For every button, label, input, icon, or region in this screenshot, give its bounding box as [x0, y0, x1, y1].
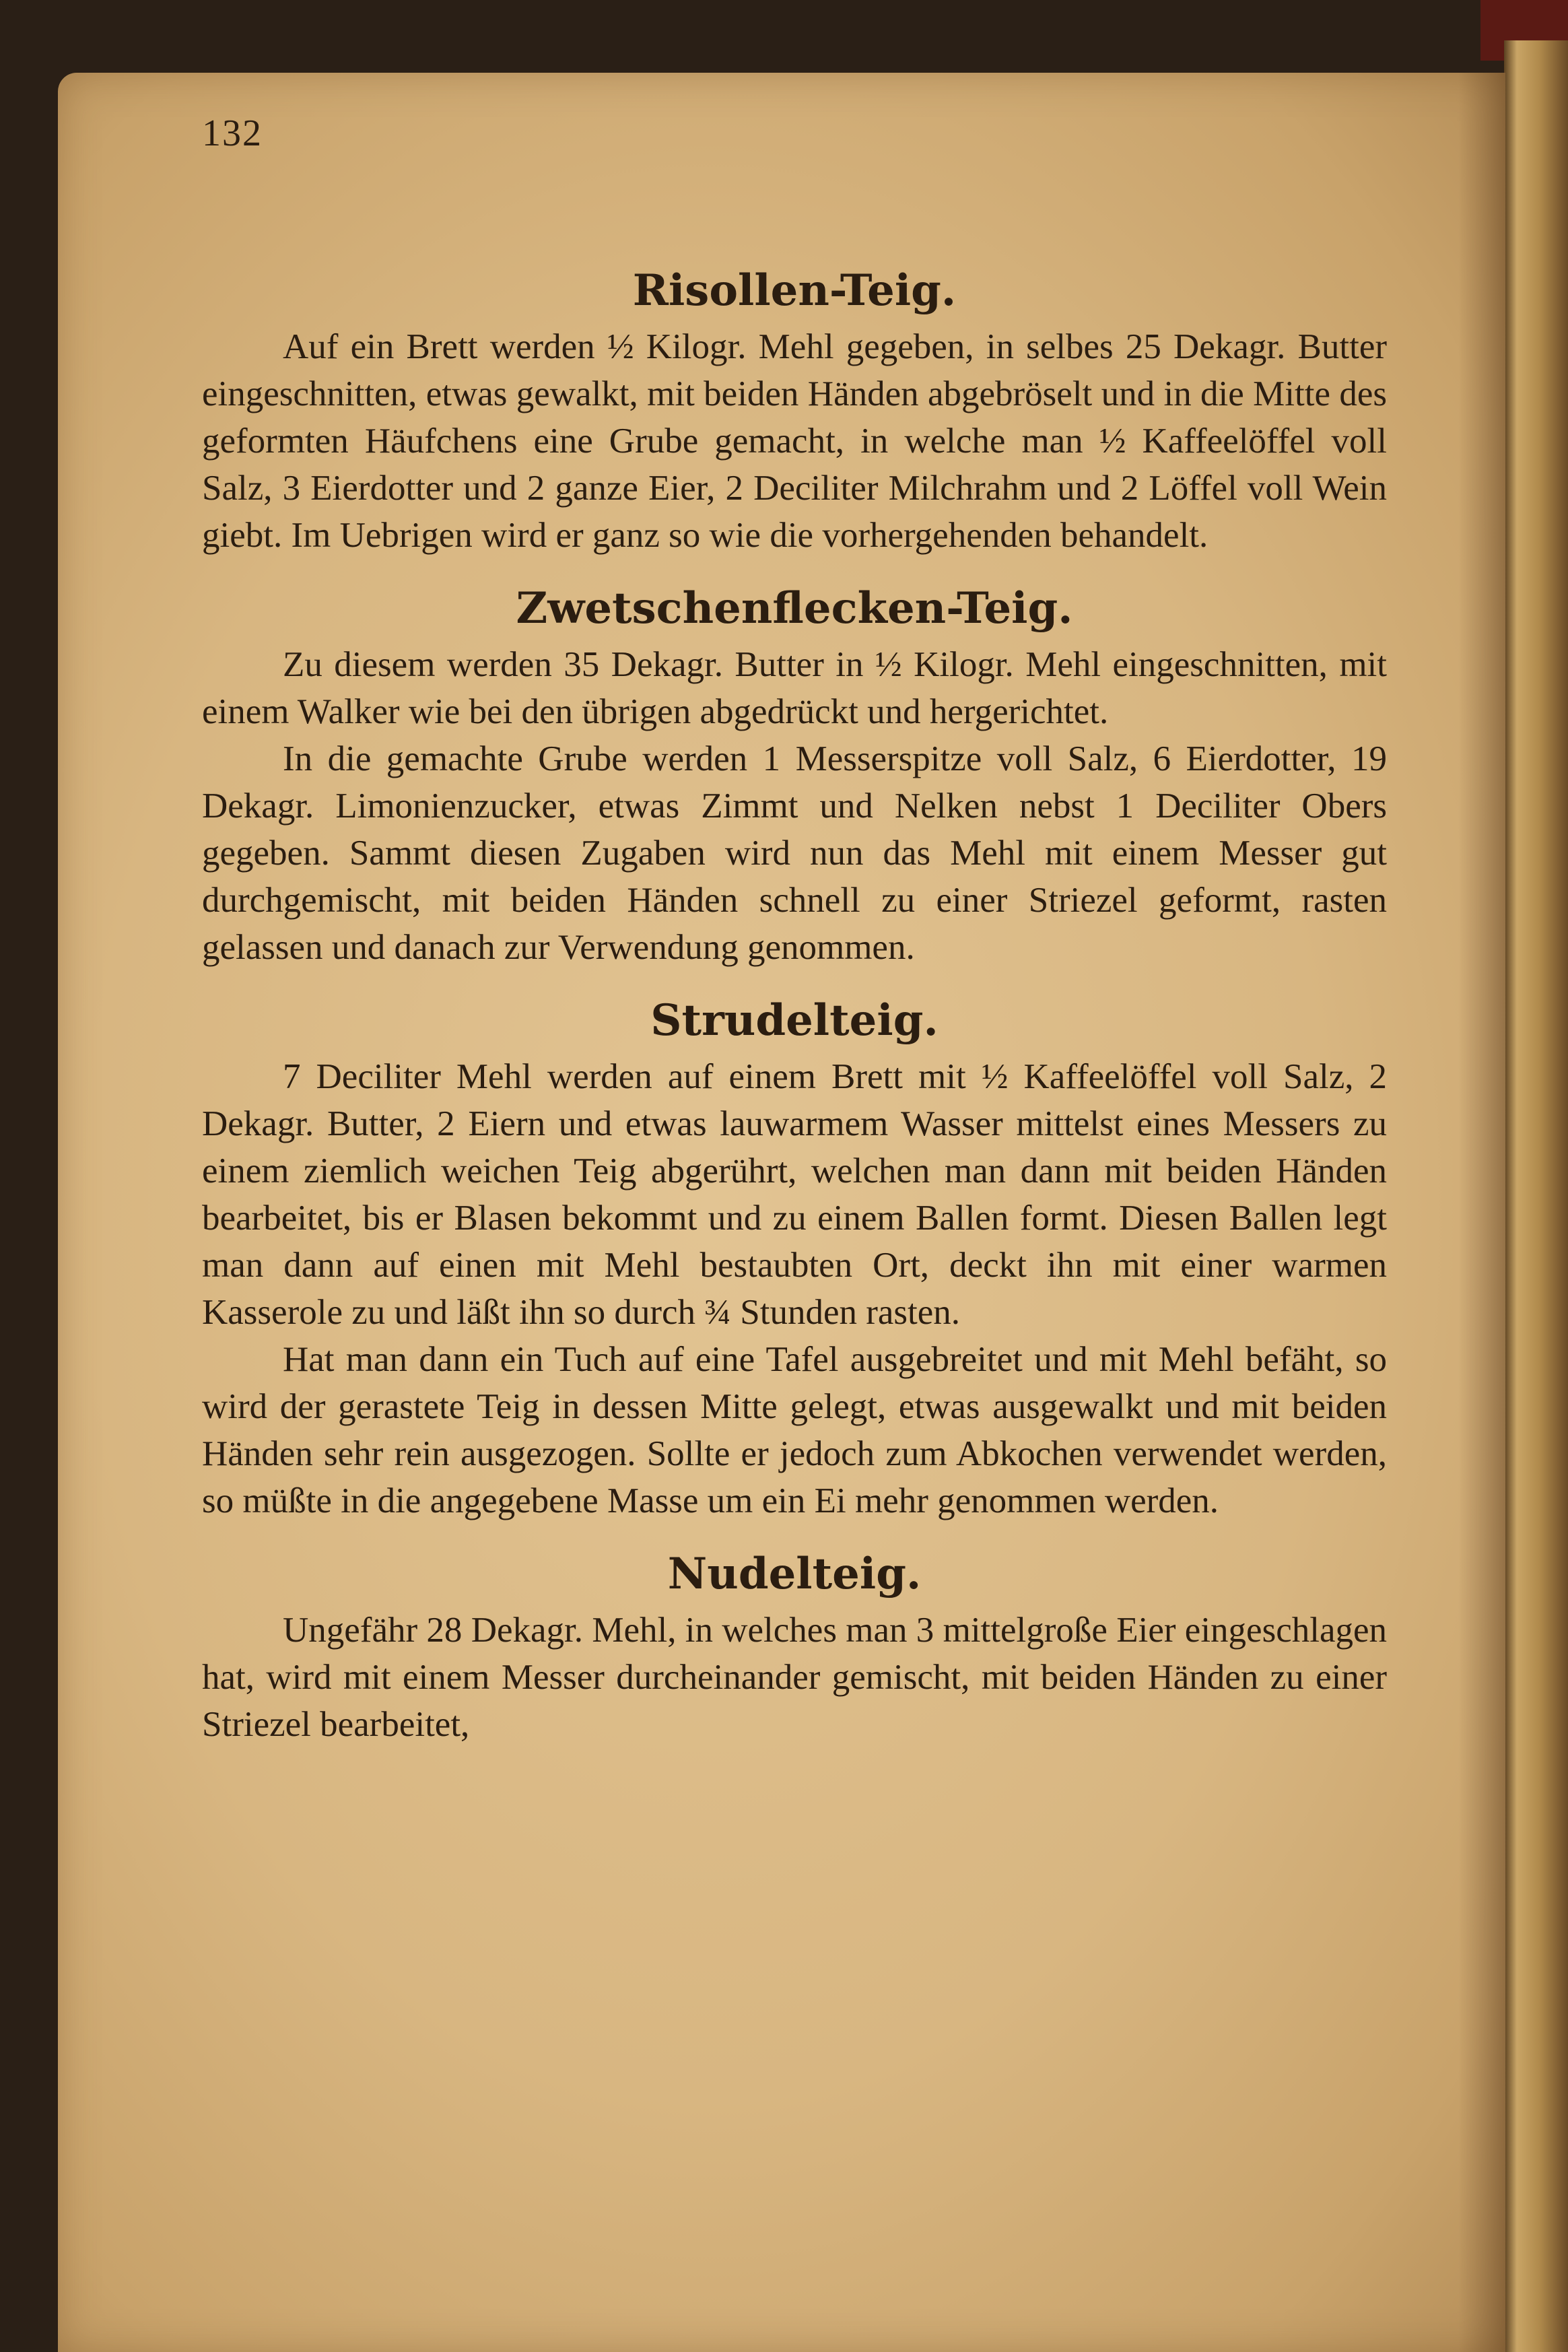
paragraph: Hat man dann ein Tuch auf eine Tafel ausgebreitet und mit Mehl befäht, so wird der gerastete Teig in dessen Mitte gelegt, etwas ausgewalkt und mit beiden Händen sehr rein ausgezogen. Sollte er jedoch zum Abkochen verwendet werden, so müßte in die angegebene Masse um ein Ei mehr genommen werden. — [202, 1340, 1387, 1520]
page-number: 132 — [202, 112, 263, 154]
book-spine — [1504, 40, 1568, 2352]
page-content — [202, 108, 1387, 1748]
gutter-shadow — [1458, 73, 1505, 2352]
paragraph: 7 Deciliter Mehl werden auf einem Brett mit ½ Kaffeelöffel voll Salz, 2 Dekagr. Butter, 2 Eiern und etwas lauwarmem Wasser mittelst eines Messers zu einem ziemlich weichen Teig abgerührt, welchen man dann mit beiden Händen bearbeitet, bis er Blasen bekommt und zu einem Ballen formt. Diesen Ballen legt man dann auf einen mit Mehl bestaubten Ort, deckt ihn mit einer warmen Kasserole zu und läßt ihn so durch ¾ Stunden rasten. — [202, 1057, 1387, 1332]
paragraph: Zu diesem werden 35 Dekagr. Butter in ½ Kilogr. Mehl eingeschnitten, mit einem Walker wie bei den übrigen abgedrückt und hergerichtet. — [202, 645, 1387, 731]
paragraph: Ungefähr 28 Dekagr. Mehl, in welches man 3 mittelgroße Eier eingeschlagen hat, wird mit einem Messer durcheinander gemischt, mit beiden Händen zu einer Striezel bearbeitet, — [202, 1611, 1387, 1744]
paragraph: Auf ein Brett werden ½ Kilogr. Mehl gegeben, in selbes 25 Dekagr. Butter eingeschnitten, etwas gewalkt, mit beiden Händen abgebröselt und in die Mitte des geformten Häufchens eine Grube gemacht, in welche man ½ Kaffeelöffel voll Salz, 3 Eierdotter und 2 ganze Eier, 2 Deciliter Milchrahm und 2 Löffel voll Wein giebt. Im Uebrigen wird er ganz so wie die vorhergehenden behandelt. — [202, 327, 1387, 555]
section-heading-risollen: Risollen-Teig. — [632, 265, 957, 316]
section-heading-nudelteig: Nudelteig. — [667, 1549, 922, 1599]
section-heading-strudelteig: Strudelteig. — [650, 995, 939, 1046]
paragraph: In die gemachte Grube werden 1 Messerspitze voll Salz, 6 Eierdotter, 19 Dekagr. Limonienzucker, etwas Zimmt und Nelken nebst 1 Deciliter Obers gegeben. Sammt diesen Zugaben wird nun das Mehl mit einem Messer gut durchgemischt, mit beiden Händen schnell zu einer Striezel geformt, rasten gelassen und danach zur Verwendung genommen. — [202, 739, 1387, 967]
section-heading-zwetschenflecken: Zwetschenflecken-Teig. — [516, 583, 1073, 634]
